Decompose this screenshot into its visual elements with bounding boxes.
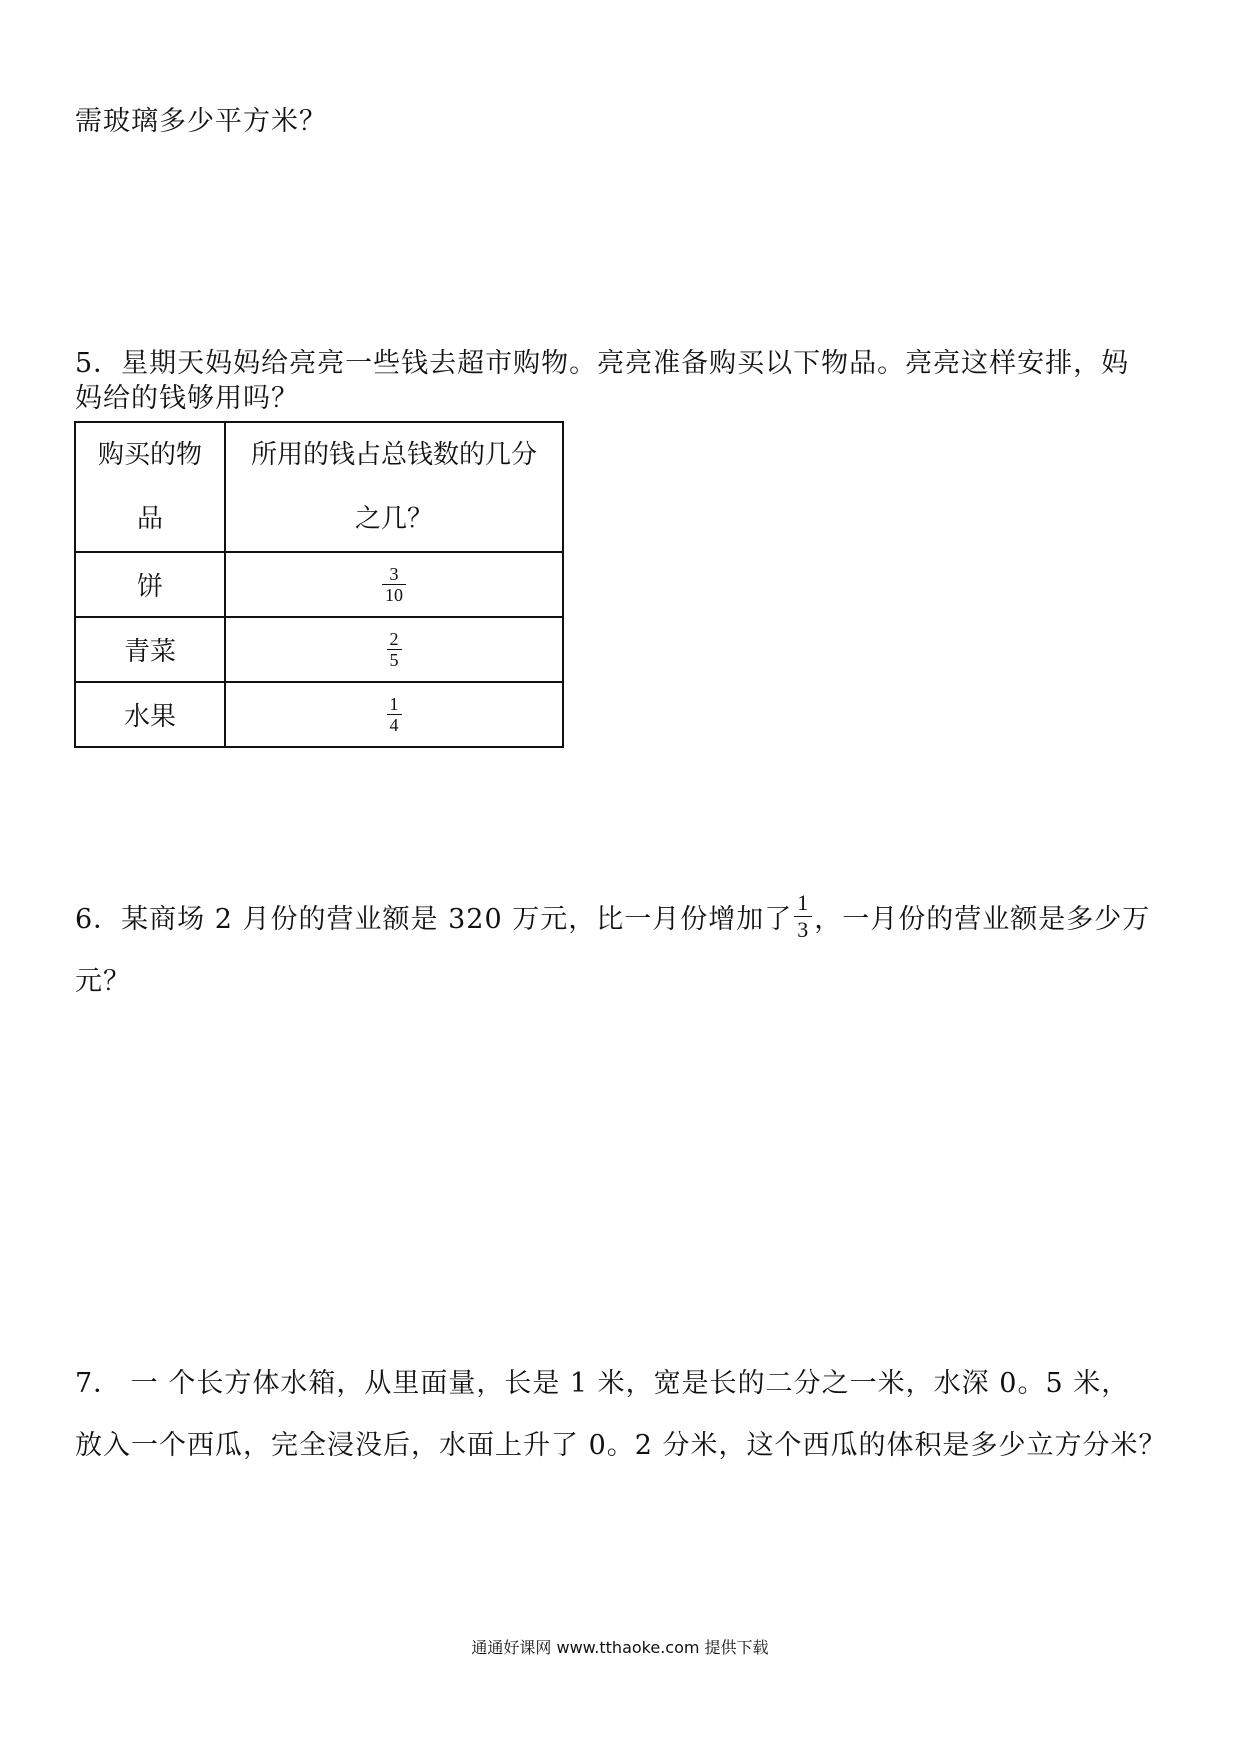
fraction	[387, 695, 402, 734]
item-cell: 青菜	[75, 617, 225, 682]
numerator: 2	[387, 630, 402, 650]
question-6-line-2: 元？	[75, 966, 131, 997]
denominator: 5	[389, 650, 399, 670]
item-cell: 饼	[75, 552, 225, 617]
header-fraction-label: 所用的钱占总钱数的几分之几？	[250, 440, 537, 534]
table-row	[75, 682, 563, 747]
numerator: 1	[794, 892, 812, 917]
denominator: 10	[385, 585, 403, 605]
fraction-cell	[225, 617, 563, 682]
denominator: 4	[389, 715, 399, 735]
table-row	[75, 617, 563, 682]
header-item-label: 购买的物品	[97, 440, 202, 534]
header-fraction	[225, 422, 563, 552]
table-header-row	[75, 422, 563, 552]
numerator: 3	[382, 565, 406, 585]
numerator: 1	[387, 695, 402, 715]
fraction	[387, 630, 402, 669]
question-7-line-2: 放入一个西瓜，完全浸没后，水面上升了 0。2 分米，这个西瓜的体积是多少立方分米？	[75, 1430, 1167, 1461]
header-item	[75, 422, 225, 552]
denominator: 3	[797, 917, 810, 942]
fraction-cell	[225, 552, 563, 617]
fraction	[382, 565, 406, 604]
fraction-cell	[225, 682, 563, 747]
question-6-text-after: ，一月份的营业额是多少万	[814, 904, 1151, 935]
footer-credit: 通通好课网 www.tthaoke.com 提供下载	[471, 1638, 769, 1657]
question-5-line-1: 5．星期天妈妈给亮亮一些钱去超市购物。亮亮准备购买以下物品。亮亮这样安排，妈	[75, 348, 1130, 379]
shopping-table	[74, 421, 564, 748]
fraction-one-third	[794, 892, 812, 941]
item-cell: 水果	[75, 682, 225, 747]
table-row	[75, 552, 563, 617]
question-6-line-1	[75, 890, 1151, 945]
question-6-text-before: 6．某商场 2 月份的营业额是 320 万元，比一月份增加了	[75, 904, 793, 935]
question-4-continuation: 需玻璃多少平方米？	[75, 106, 327, 137]
question-5-line-2: 妈给的钱够用吗？	[75, 383, 299, 414]
question-7-line-1: 7． 一 个长方体水箱，从里面量，长是 1 米，宽是长的二分之一米，水深 0。5 米，	[75, 1368, 1130, 1399]
